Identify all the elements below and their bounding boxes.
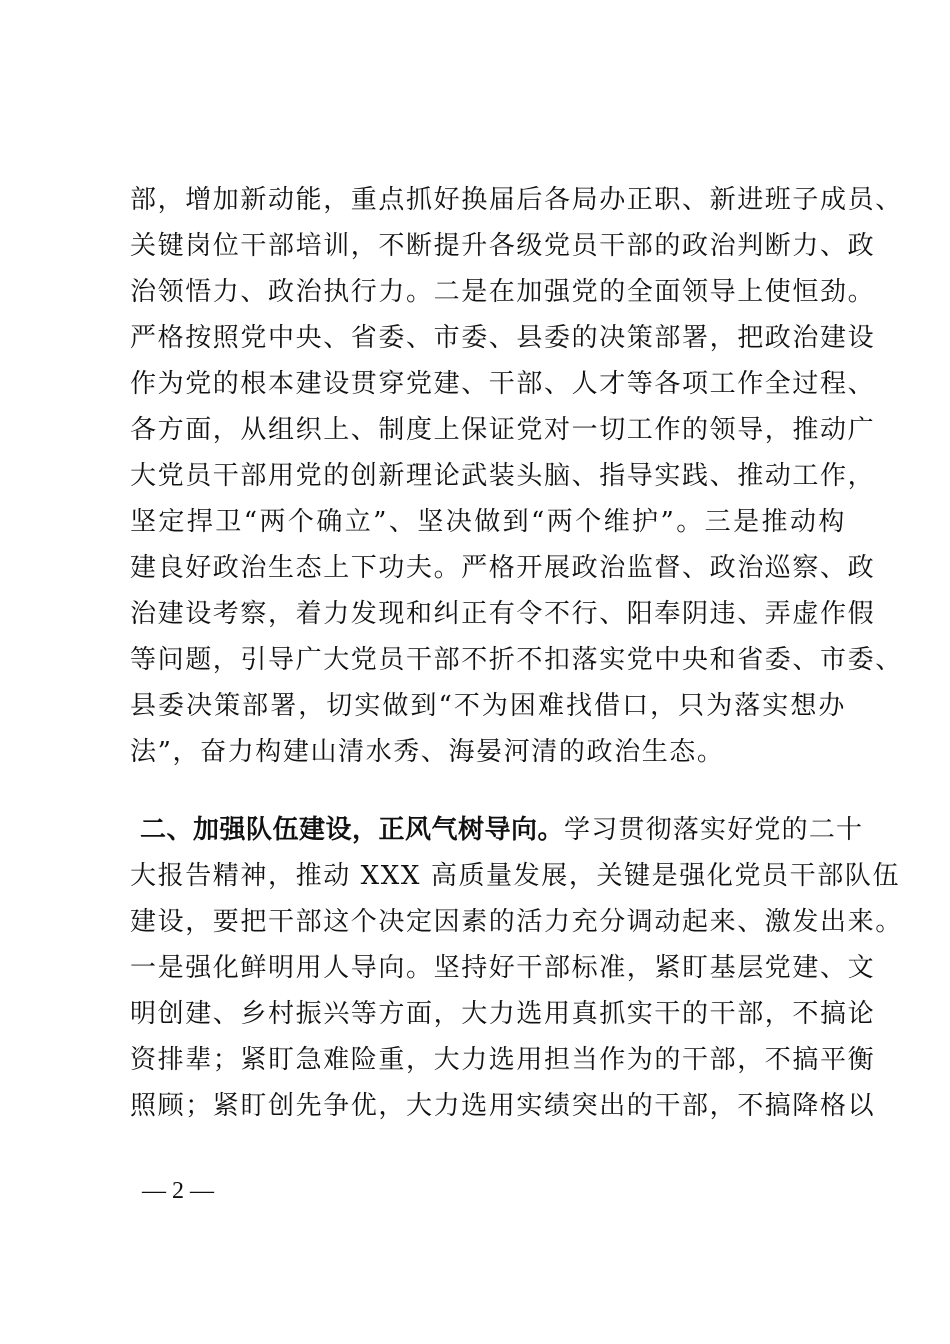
text-line: 资排辈；紧盯急难险重，大力选用担当作为的干部，不搞平衡 [130,1045,876,1075]
section-heading-line [130,807,864,853]
text-line: 大报告精神，推动 XXX 高质量发展，关键是强化党员干部队伍 [130,861,901,891]
text-line: 各方面，从组织上、制度上保证党对一切工作的领导，推动广 [130,415,876,445]
text-line: 严格按照党中央、省委、市委、县委的决策部署，把政治建设 [130,323,876,353]
text-line: 治建设考察，着力发现和纠正有令不行、阳奉阴违、弄虚作假 [130,599,876,629]
section-heading: 二、加强队伍建设，正风气树导向。 [140,815,565,845]
text-line: 作为党的根本建设贯穿党建、干部、人才等各项工作全过程、 [130,369,876,399]
text-line: 坚定捍卫“两个确立”、坚决做到“两个维护”。三是推动构 [130,507,846,537]
text-line: 治领悟力、政治执行力。二是在加强党的全面领导上使恒劲。 [130,277,876,307]
text-run: 学习贯彻落实好党的二十 [564,815,864,845]
text-line: 一是强化鲜明用人导向。坚持好干部标准，紧盯基层党建、文 [130,953,876,983]
paragraph-team-building [130,807,903,1129]
text-line: 建设，要把干部这个决定因素的活力充分调动起来、激发出来。 [130,907,903,937]
text-line: 等问题，引导广大党员干部不折不扣落实党中央和省委、市委、 [130,645,903,675]
text-line: 明创建、乡村振兴等方面，大力选用真抓实干的干部，不搞论 [130,999,876,1029]
text-line: 法”，奋力构建山清水秀、海晏河清的政治生态。 [130,737,725,767]
text-line: 关键岗位干部培训，不断提升各级党员干部的政治判断力、政 [130,231,876,261]
paragraph-party-leadership [130,177,903,775]
text-line: 照顾；紧盯创先争优，大力选用实绩突出的干部，不搞降格以 [130,1091,876,1121]
page-number: — 2 — [142,1178,214,1204]
text-line: 县委决策部署，切实做到“不为困难找借口，只为落实想办 [130,691,846,721]
text-line: 大党员干部用党的创新理论武装头脑、指导实践、推动工作， [130,461,876,491]
text-line: 建良好政治生态上下功夫。严格开展政治监督、政治巡察、政 [130,553,876,583]
text-line: 部，增加新动能，重点抓好换届后各局办正职、新进班子成员、 [130,185,903,215]
